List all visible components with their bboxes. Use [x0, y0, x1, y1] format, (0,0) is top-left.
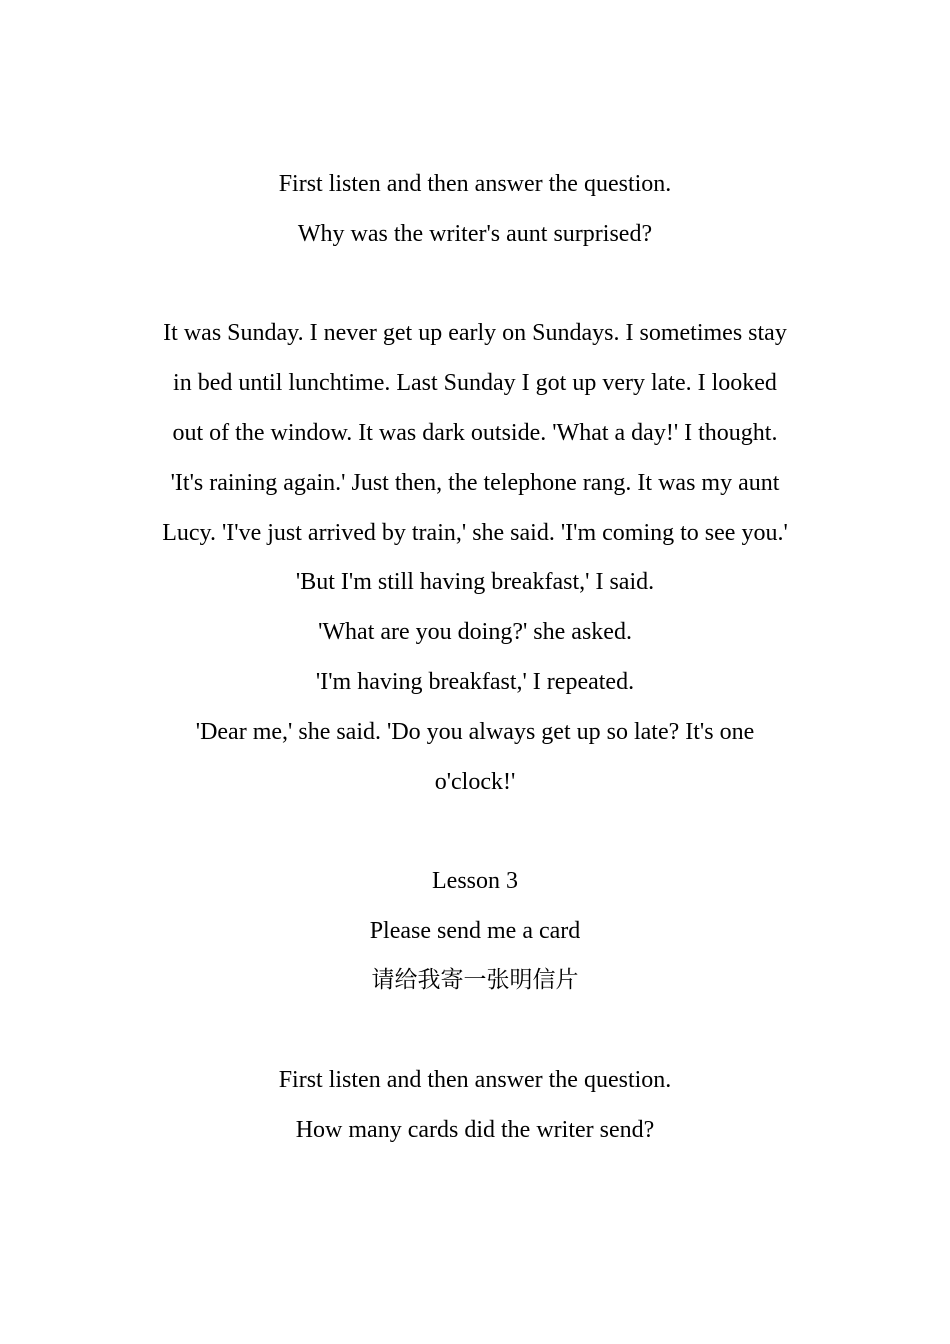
passage-line: o'clock!'	[434, 769, 516, 795]
passage-line: It was Sunday. I never get up early on Sundays. I sometimes stay	[163, 320, 787, 346]
passage-line: 'It's raining again.' Just then, the telephone rang. It was my aunt	[170, 470, 780, 496]
lesson-title-zh: 请给我寄一张明信片	[371, 967, 579, 993]
passage-line: Lucy. 'I've just arrived by train,' she said. 'I'm coming to see you.'	[162, 520, 788, 546]
passage-line: 'But I'm still having breakfast,' I said.	[295, 569, 655, 595]
instruction-text: First listen and then answer the question.	[278, 171, 672, 197]
passage-line: 'Dear me,' she said. 'Do you always get up so late? It's one	[195, 719, 755, 745]
instruction-text: First listen and then answer the question.	[278, 1067, 672, 1093]
passage-line: out of the window. It was dark outside. 'What a day!' I thought.	[172, 420, 778, 446]
question-text: How many cards did the writer send?	[295, 1117, 655, 1143]
passage-line: 'I'm having breakfast,' I repeated.	[315, 669, 635, 695]
question-text: Why was the writer's aunt surprised?	[297, 221, 653, 247]
lesson-title-en: Please send me a card	[369, 918, 581, 944]
passage-line: 'What are you doing?' she asked.	[318, 619, 632, 645]
passage-line: in bed until lunchtime. Last Sunday I got up very late. I looked	[173, 370, 777, 396]
lesson-number: Lesson 3	[432, 868, 518, 894]
